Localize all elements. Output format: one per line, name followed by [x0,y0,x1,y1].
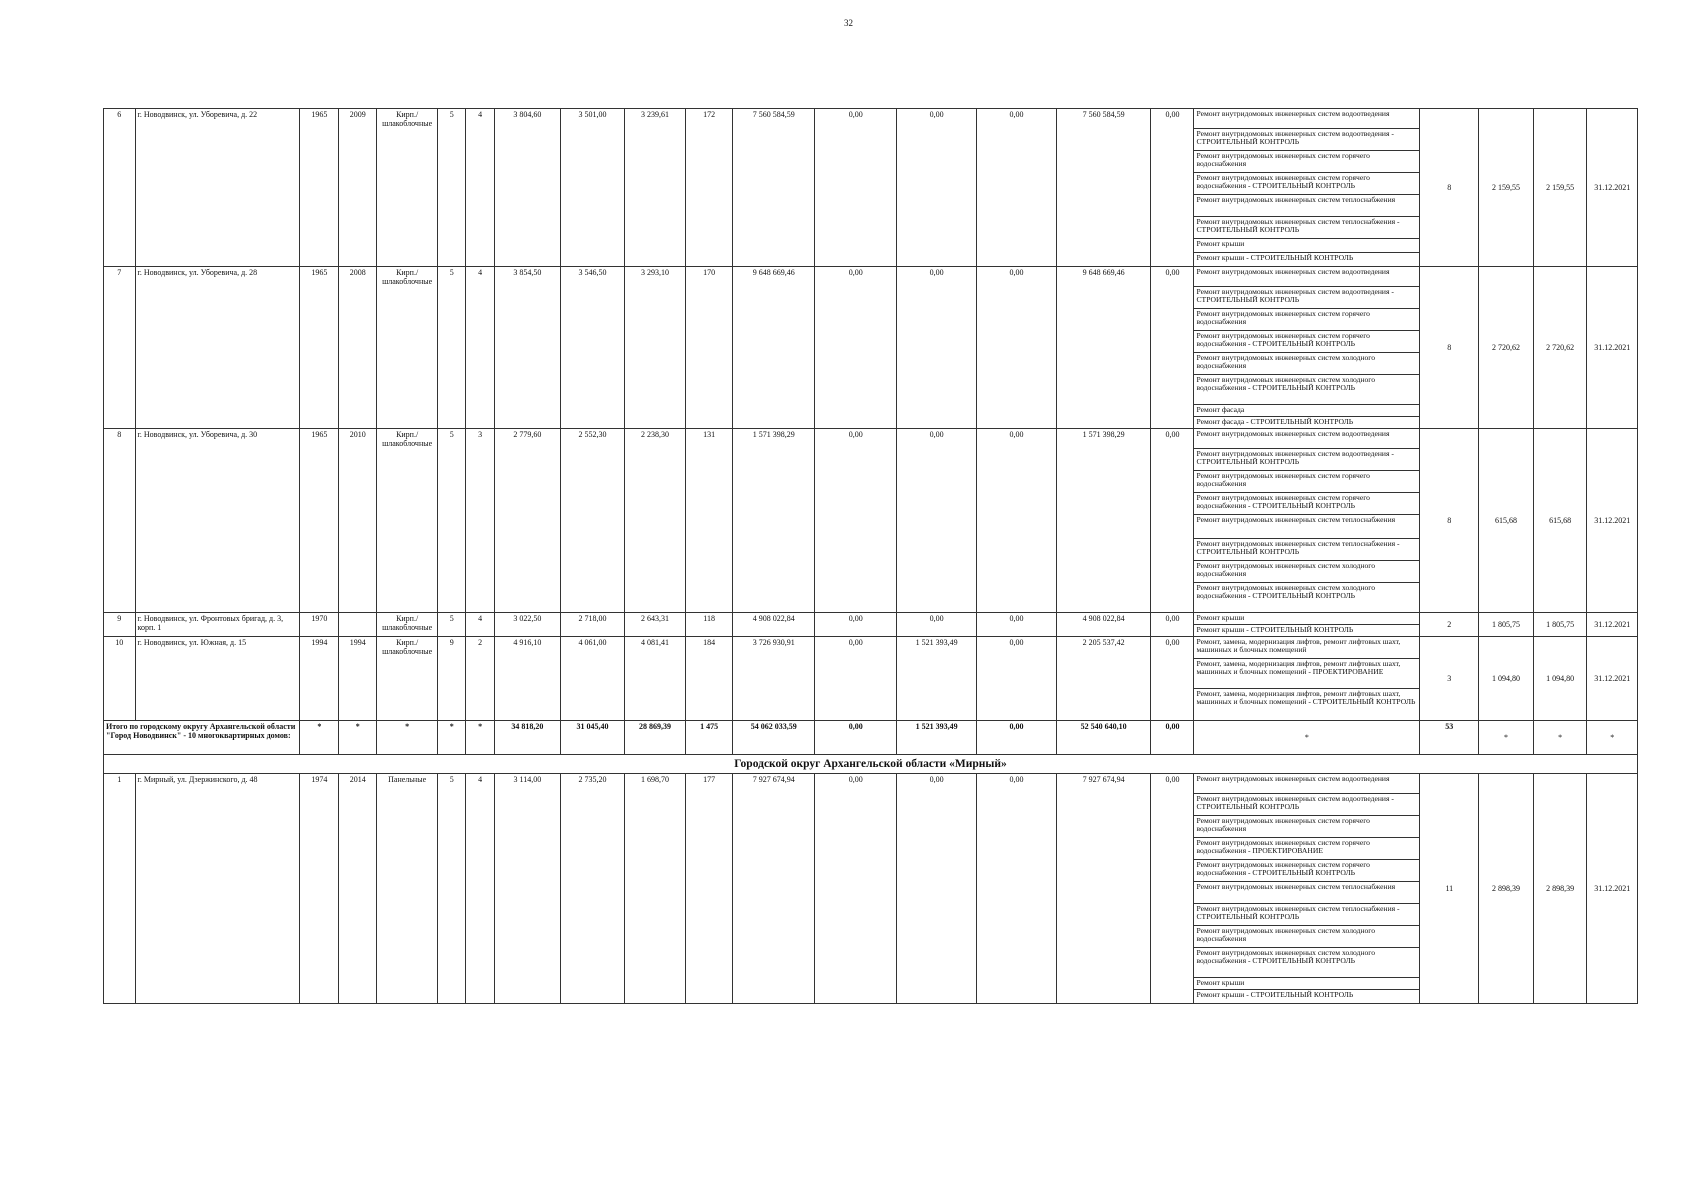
residents-count: 172 [686,109,733,267]
total-area-total: 34 818,20 [494,721,560,755]
work-type-item: Ремонт внутридомовых инженерных систем водоотведения - СТРОИТЕЛЬНЫЙ КОНТРОЛЬ [1194,794,1420,816]
area-total: 3 022,50 [494,613,560,637]
cost-total: 4 908 022,84 [733,613,815,637]
work-type-item: Ремонт, замена, модернизация лифтов, ремонт лифтовых шахт, машинных и блочных помещений - ПРОЕКТИРОВАНИЕ [1194,659,1420,689]
work-type-item: Ремонт крыши [1194,613,1420,625]
fund-owners: 1 571 398,29 [1056,429,1151,613]
section-header-row [104,755,1638,774]
total-star: * [300,721,339,755]
fund-other: 0,00 [1151,613,1194,637]
fund-regional: 0,00 [897,109,977,267]
fund-other: 0,00 [1151,267,1194,429]
completion-date: 31.12.2021 [1587,267,1638,429]
area-residential: 4 081,41 [625,637,686,721]
fund-regional: 1 521 393,49 [897,637,977,721]
row-number: 8 [104,429,136,613]
area-residential: 1 698,70 [625,774,686,1004]
work-type-item: Ремонт внутридомовых инженерных систем водоотведения [1194,109,1420,129]
area-residential: 2 643,31 [625,613,686,637]
table-row [104,429,1638,449]
entrances: 2 [466,637,494,721]
fund-local: 0,00 [977,267,1057,429]
wall-material: Панельные [377,774,438,1004]
work-type-item: Ремонт фасада - СТРОИТЕЛЬНЫЙ КОНТРОЛЬ [1194,417,1420,429]
fund-other: 0,00 [1151,774,1194,1004]
wall-material: Кирп./ шлакоблочные [377,109,438,267]
entrances: 4 [466,613,494,637]
fund-regional: 0,00 [897,429,977,613]
fund-other: 0,00 [1151,429,1194,613]
area-premises: 2 552,30 [561,429,625,613]
work-type-item: Ремонт внутридомовых инженерных систем водоотведения [1194,429,1420,449]
work-type-item: Ремонт внутридомовых инженерных систем холодного водоснабжения [1194,926,1420,948]
year-built: 1965 [300,429,339,613]
cost-total: 7 927 674,94 [733,774,815,1004]
entrances: 3 [466,429,494,613]
fund-owners: 2 205 537,42 [1056,637,1151,721]
work-type-item: Ремонт фасада [1194,405,1420,417]
wall-material: Кирп./ шлакоблочные [377,429,438,613]
area-total: 2 779,60 [494,429,560,613]
work-type-item: Ремонт внутридомовых инженерных систем холодного водоснабжения - СТРОИТЕЛЬНЫЙ КОНТРОЛЬ [1194,375,1420,405]
area-residential: 3 293,10 [625,267,686,429]
area-premises: 2 735,20 [561,774,625,1004]
total-star: * [339,721,377,755]
work-type-item: Ремонт внутридомовых инженерных систем теплоснабжения - СТРОИТЕЛЬНЫЙ КОНТРОЛЬ [1194,539,1420,561]
residents-count: 131 [686,429,733,613]
cost-total: 3 726 930,91 [733,637,815,721]
fund-federal: 0,00 [815,267,897,429]
total-area-b: 28 869,39 [625,721,686,755]
year-repair: 2010 [339,429,377,613]
fund-other: 0,00 [1151,109,1194,267]
unit-cost-limit: 1 094,80 [1533,637,1587,721]
wall-material: Кирп./ шлакоблочные [377,267,438,429]
unit-cost-limit: 2 720,62 [1533,267,1587,429]
total-work-count: 53 [1420,721,1479,755]
unit-cost-limit: 615,68 [1533,429,1587,613]
row-number: 1 [104,774,136,1004]
work-type-item: Ремонт внутридомовых инженерных систем холодного водоснабжения - СТРОИТЕЛЬНЫЙ КОНТРОЛЬ [1194,948,1420,978]
total-star: * [1479,721,1534,755]
work-type-item: Ремонт крыши - СТРОИТЕЛЬНЫЙ КОНТРОЛЬ [1194,253,1420,267]
unit-cost: 2 159,55 [1479,109,1534,267]
work-type-item: Ремонт внутридомовых инженерных систем теплоснабжения [1194,195,1420,217]
cost-total: 7 560 584,59 [733,109,815,267]
table-row [104,774,1638,794]
work-type-item: Ремонт внутридомовых инженерных систем горячего водоснабжения [1194,816,1420,838]
work-type-item: Ремонт внутридомовых инженерных систем горячего водоснабжения - СТРОИТЕЛЬНЫЙ КОНТРОЛЬ [1194,860,1420,882]
fund-regional: 0,00 [897,613,977,637]
total-star: * [1194,721,1420,755]
work-type-item: Ремонт внутридомовых инженерных систем горячего водоснабжения - СТРОИТЕЛЬНЫЙ КОНТРОЛЬ [1194,173,1420,195]
work-type-item: Ремонт крыши [1194,239,1420,253]
work-type-item: Ремонт внутридомовых инженерных систем теплоснабжения [1194,882,1420,904]
table-row [104,267,1638,287]
cost-total: 1 571 398,29 [733,429,815,613]
year-repair: 2009 [339,109,377,267]
residents-count: 184 [686,637,733,721]
work-type-item: Ремонт внутридомовых инженерных систем холодного водоснабжения [1194,353,1420,375]
work-count: 11 [1420,774,1479,1004]
total-f2: 1 521 393,49 [897,721,977,755]
completion-date: 31.12.2021 [1587,613,1638,637]
row-number: 9 [104,613,136,637]
work-type-item: Ремонт крыши [1194,978,1420,990]
page-number: 32 [844,18,853,28]
area-premises: 3 501,00 [561,109,625,267]
fund-federal: 0,00 [815,637,897,721]
work-count: 3 [1420,637,1479,721]
table-row [104,109,1638,129]
year-repair: 2014 [339,774,377,1004]
completion-date: 31.12.2021 [1587,109,1638,267]
work-type-item: Ремонт крыши - СТРОИТЕЛЬНЫЙ КОНТРОЛЬ [1194,990,1420,1004]
work-type-item: Ремонт внутридомовых инженерных систем холодного водоснабжения [1194,561,1420,583]
completion-date: 31.12.2021 [1587,637,1638,721]
cost-total: 9 648 669,46 [733,267,815,429]
work-count: 8 [1420,267,1479,429]
work-type-item: Ремонт внутридомовых инженерных систем горячего водоснабжения [1194,151,1420,173]
entrances: 4 [466,109,494,267]
table-row [104,637,1638,659]
total-star: * [1587,721,1638,755]
unit-cost: 615,68 [1479,429,1534,613]
total-f4: 52 540 640,10 [1056,721,1151,755]
work-type-item: Ремонт внутридомовых инженерных систем водоотведения [1194,774,1420,794]
work-type-item: Ремонт внутридомовых инженерных систем водоотведения - СТРОИТЕЛЬНЫЙ КОНТРОЛЬ [1194,287,1420,309]
floors: 5 [438,429,466,613]
fund-regional: 0,00 [897,267,977,429]
work-type-item: Ремонт, замена, модернизация лифтов, ремонт лифтовых шахт, машинных и блочных помещений - СТРОИТЕЛЬНЫЙ КОНТРОЛЬ [1194,689,1420,721]
year-built: 1994 [300,637,339,721]
fund-federal: 0,00 [815,774,897,1004]
completion-date: 31.12.2021 [1587,429,1638,613]
unit-cost: 1 094,80 [1479,637,1534,721]
house-address: г. Новодвинск, ул. Уборевича, д. 30 [135,429,300,613]
area-total: 4 916,10 [494,637,560,721]
floors: 5 [438,267,466,429]
work-type-item: Ремонт внутридомовых инженерных систем водоотведения - СТРОИТЕЛЬНЫЙ КОНТРОЛЬ [1194,129,1420,151]
fund-owners: 4 908 022,84 [1056,613,1151,637]
work-count: 8 [1420,429,1479,613]
area-premises: 3 546,50 [561,267,625,429]
year-built: 1965 [300,109,339,267]
work-type-item: Ремонт внутридомовых инженерных систем теплоснабжения - СТРОИТЕЛЬНЫЙ КОНТРОЛЬ [1194,217,1420,239]
row-number: 6 [104,109,136,267]
repair-program-table [103,108,1638,1004]
table-row [104,613,1638,625]
total-label: Итого по городскому округу Архангельской области "Город Новодвинск" - 10 многоквартирных домов: [104,721,300,755]
fund-federal: 0,00 [815,109,897,267]
total-f1: 0,00 [815,721,897,755]
fund-local: 0,00 [977,637,1057,721]
wall-material: Кирп./ шлакоблочные [377,637,438,721]
year-repair [339,613,377,637]
work-type-item: Ремонт внутридомовых инженерных систем водоотведения [1194,267,1420,287]
total-row [104,721,1638,755]
work-type-item: Ремонт внутридомовых инженерных систем горячего водоснабжения [1194,471,1420,493]
fund-regional: 0,00 [897,774,977,1004]
total-f3: 0,00 [977,721,1057,755]
unit-cost: 2 898,39 [1479,774,1534,1004]
house-address: г. Новодвинск, ул. Уборевича, д. 28 [135,267,300,429]
total-star: * [377,721,438,755]
unit-cost-limit: 2 898,39 [1533,774,1587,1004]
residents-count: 170 [686,267,733,429]
fund-federal: 0,00 [815,613,897,637]
fund-owners: 7 560 584,59 [1056,109,1151,267]
work-count: 8 [1420,109,1479,267]
year-built: 1974 [300,774,339,1004]
area-premises: 4 061,00 [561,637,625,721]
work-type-item: Ремонт крыши - СТРОИТЕЛЬНЫЙ КОНТРОЛЬ [1194,625,1420,637]
wall-material: Кирп./ шлакоблочные [377,613,438,637]
house-address: г. Новодвинск, ул. Фронтовых бригад, д. 3, корп. 1 [135,613,300,637]
unit-cost: 2 720,62 [1479,267,1534,429]
area-premises: 2 718,00 [561,613,625,637]
entrances: 4 [466,267,494,429]
unit-cost-limit: 2 159,55 [1533,109,1587,267]
work-type-item: Ремонт внутридомовых инженерных систем горячего водоснабжения - ПРОЕКТИРОВАНИЕ [1194,838,1420,860]
floors: 5 [438,109,466,267]
year-built: 1965 [300,267,339,429]
floors: 5 [438,774,466,1004]
year-repair: 2008 [339,267,377,429]
floors: 5 [438,613,466,637]
section-title: Городской округ Архангельской области «Мирный» [104,755,1638,774]
fund-federal: 0,00 [815,429,897,613]
total-star: * [438,721,466,755]
residents-count: 118 [686,613,733,637]
unit-cost: 1 805,75 [1479,613,1534,637]
fund-owners: 9 648 669,46 [1056,267,1151,429]
total-area-a: 31 045,40 [561,721,625,755]
document-table-wrapper [103,108,1638,1004]
house-address: г. Мирный, ул. Дзержинского, д. 48 [135,774,300,1004]
total-star: * [466,721,494,755]
work-type-item: Ремонт внутридомовых инженерных систем теплоснабжения [1194,515,1420,539]
completion-date: 31.12.2021 [1587,774,1638,1004]
row-number: 7 [104,267,136,429]
floors: 9 [438,637,466,721]
area-total: 3 854,50 [494,267,560,429]
fund-other: 0,00 [1151,637,1194,721]
fund-local: 0,00 [977,109,1057,267]
area-total: 3 114,00 [494,774,560,1004]
fund-local: 0,00 [977,429,1057,613]
year-built: 1970 [300,613,339,637]
row-number: 10 [104,637,136,721]
work-type-item: Ремонт, замена, модернизация лифтов, ремонт лифтовых шахт, машинных и блочных помещений [1194,637,1420,659]
work-type-item: Ремонт внутридомовых инженерных систем горячего водоснабжения [1194,309,1420,331]
house-address: г. Новодвинск, ул. Уборевича, д. 22 [135,109,300,267]
total-cost-total: 54 062 033,59 [733,721,815,755]
unit-cost-limit: 1 805,75 [1533,613,1587,637]
work-type-item: Ремонт внутридомовых инженерных систем горячего водоснабжения - СТРОИТЕЛЬНЫЙ КОНТРОЛЬ [1194,493,1420,515]
work-type-item: Ремонт внутридомовых инженерных систем горячего водоснабжения - СТРОИТЕЛЬНЫЙ КОНТРОЛЬ [1194,331,1420,353]
total-f5: 0,00 [1151,721,1194,755]
fund-owners: 7 927 674,94 [1056,774,1151,1004]
area-total: 3 804,60 [494,109,560,267]
total-star: * [1533,721,1587,755]
table-body [104,109,1638,1004]
residents-count: 177 [686,774,733,1004]
work-type-item: Ремонт внутридомовых инженерных систем теплоснабжения - СТРОИТЕЛЬНЫЙ КОНТРОЛЬ [1194,904,1420,926]
fund-local: 0,00 [977,774,1057,1004]
work-type-item: Ремонт внутридомовых инженерных систем холодного водоснабжения - СТРОИТЕЛЬНЫЙ КОНТРОЛЬ [1194,583,1420,613]
year-repair: 1994 [339,637,377,721]
area-residential: 2 238,30 [625,429,686,613]
entrances: 4 [466,774,494,1004]
fund-local: 0,00 [977,613,1057,637]
work-count: 2 [1420,613,1479,637]
house-address: г. Новодвинск, ул. Южная, д. 15 [135,637,300,721]
total-residents: 1 475 [686,721,733,755]
area-residential: 3 239,61 [625,109,686,267]
work-type-item: Ремонт внутридомовых инженерных систем водоотведения - СТРОИТЕЛЬНЫЙ КОНТРОЛЬ [1194,449,1420,471]
